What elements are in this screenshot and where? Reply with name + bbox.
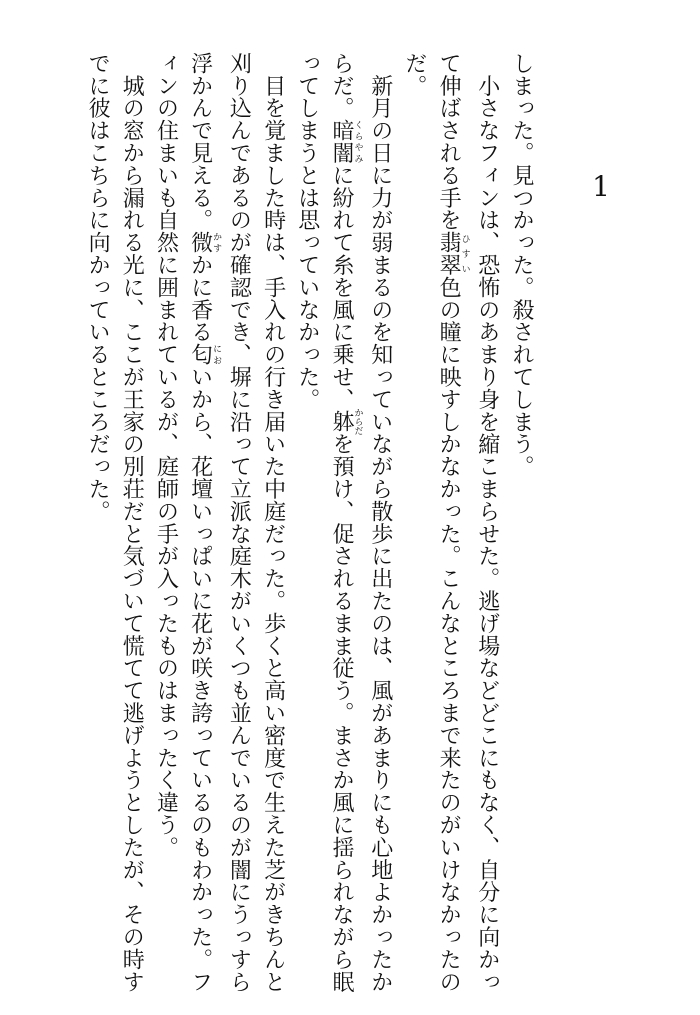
ruby-nioi [187,343,222,366]
ruby-reading: ひすい [459,231,470,277]
ruby-kasu [187,231,222,254]
ruby-kurayami [328,119,363,165]
ruby-reading: かす [211,231,222,254]
ruby-base: 匂 [187,343,213,366]
ruby-reading: からだ [352,408,363,436]
text-line-12: 城の窓から漏れる光に、ここが王家の別荘だと気づいて慌てて逃げようとしたが、その時す [119,52,145,993]
text-line-10: 浮かんで見える。微かすかに香る匂においから、花壇いっぱいに花が咲き誇っているのもわかった。フ [187,52,222,993]
text-line-7: ってしまうとは思っていなかった。 [294,52,320,411]
ruby-reading: くらやみ [352,119,363,164]
text-line-9: 刈り込んであるのが確認でき、塀に沿って立派な庭木がいくつも並んでいるのが闇にうっすら [226,52,252,993]
text-line-8: 目を覚ました時は、手入れの行き届いた中庭だった。歩くと高い密度で生えた芝がきちんと [260,52,286,993]
ruby-base: 躰 [328,408,354,436]
text-line-11: ィンの住まいも自然に囲まれているが、庭師の手が入ったものはまったく違う。 [153,52,179,859]
ruby-base: 翡翠 [436,231,462,277]
ruby-hisui [436,231,470,277]
text-line-6: らだ。暗闇くらやみに紛れて糸を風に乗せ、躰からだを預け、促されるまま従う。まさか風に揺られながら眠 [328,52,363,993]
body-text [80,52,538,993]
ruby-reading: にお [211,343,222,366]
text-line-13: でに彼はこちらに向かっているところだった。 [85,52,111,523]
text-line-1: しまった。見つかった。殺されてしまう。 [509,52,534,478]
text-line-4: だ。 [401,52,427,97]
text-line-2: 小さなフィンは、恐怖のあまり身を縮こまらせた。逃げ場などどこにもなく、自分に向かっ [474,52,500,993]
text-line-3: て伸ばされる手を翡翠ひすい色の瞳に映すしかなかった。こんなところまで来たのがいけなかったの [436,52,470,993]
ruby-karada [328,408,363,436]
chapter-number: 1 [592,170,610,203]
text-line-5: 新月の日に力が弱まるのを知っていながら散歩に出たのは、風があまりにも心地よかったか [367,52,393,993]
ruby-base: 暗闇 [328,119,354,165]
ruby-base: 微 [187,231,213,254]
